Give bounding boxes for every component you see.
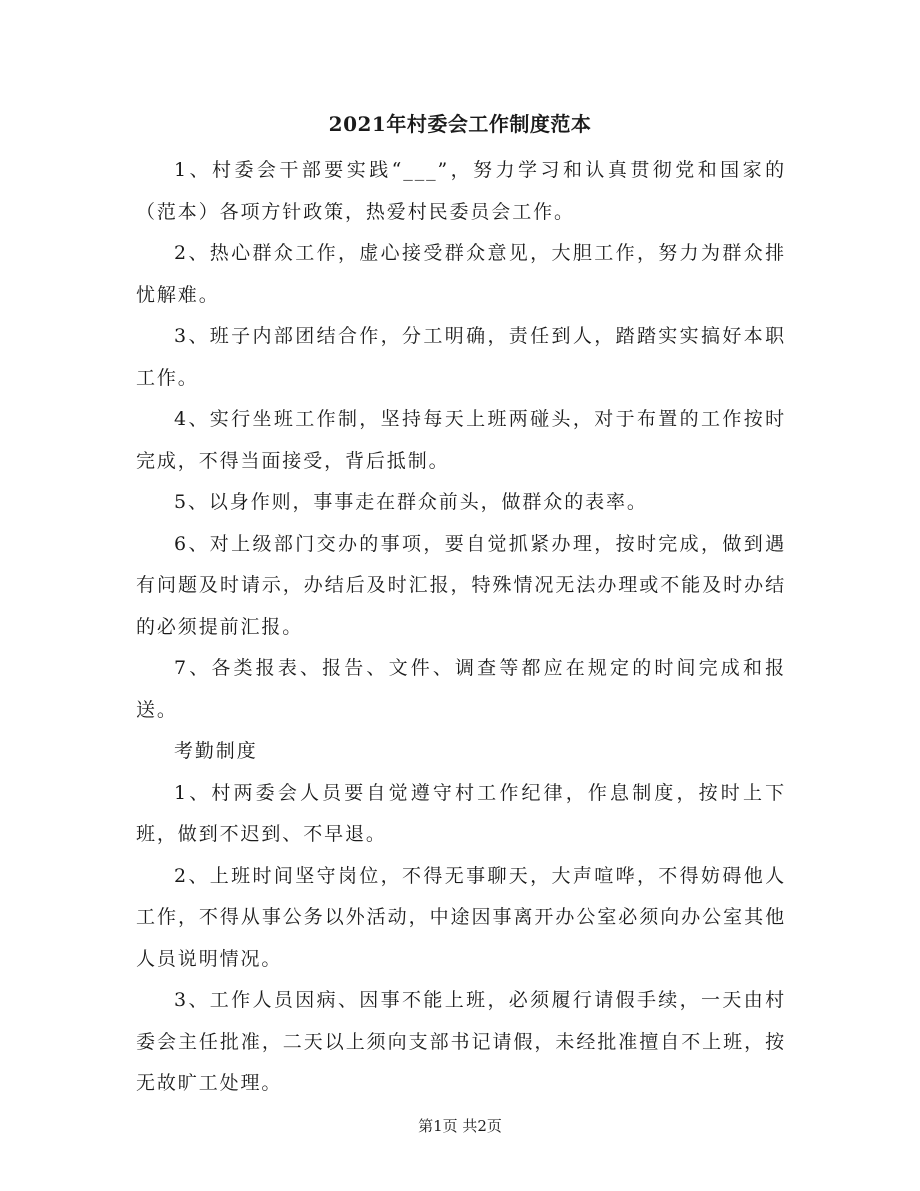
- paragraph-4: 4、实行坐班工作制，坚持每天上班两碰头，对于布置的工作按时完成，不得当面接受，背后抵制。: [136, 408, 786, 472]
- paragraph-2: 2、热心群众工作，虚心接受群众意见，大胆工作，努力为群众排忧解难。: [136, 242, 786, 306]
- attendance-paragraph-2: 2、上班时间坚守岗位，不得无事聊天，大声喧哗，不得妨碍他人工作，不得从事公务以外活动，中途因事离开办公室必须向办公室其他人员说明情况。: [136, 864, 786, 970]
- paragraph-1: 1、村委会干部要实践“___”，努力学习和认真贯彻党和国家的（范本）各项方针政策，热爱村民委员会工作。: [136, 159, 786, 223]
- attendance-paragraph-3: 3、工作人员因病、因事不能上班，必须履行请假手续，一天由村委会主任批准，二天以上须向支部书记请假，未经批准擅自不上班，按无故旷工处理。: [136, 989, 786, 1094]
- attendance-paragraph-1: 1、村两委会人员要自觉遵守村工作纪律，作息制度，按时上下班，做到不迟到、不早退。: [136, 781, 786, 845]
- document-title: 2021年村委会工作制度范本: [328, 112, 592, 136]
- page-number-footer: 第1页 共2页: [418, 1117, 502, 1135]
- document-body: [136, 150, 786, 1105]
- paragraph-5: 5、以身作则，事事走在群众前头，做群众的表率。: [174, 491, 648, 513]
- paragraph-6: 6、对上级部门交办的事项，要自觉抓紧办理，按时完成，做到遇有问题及时请示，办结后及时汇报，特殊情况无法办理或不能及时办结的必须提前汇报。: [136, 532, 786, 638]
- paragraph-3: 3、班子内部团结合作，分工明确，责任到人，踏踏实实搞好本职工作。: [136, 325, 786, 389]
- section-heading-attendance: 考勤制度: [174, 740, 258, 762]
- paragraph-7: 7、各类报表、报告、文件、调查等都应在规定的时间完成和报送。: [136, 657, 786, 721]
